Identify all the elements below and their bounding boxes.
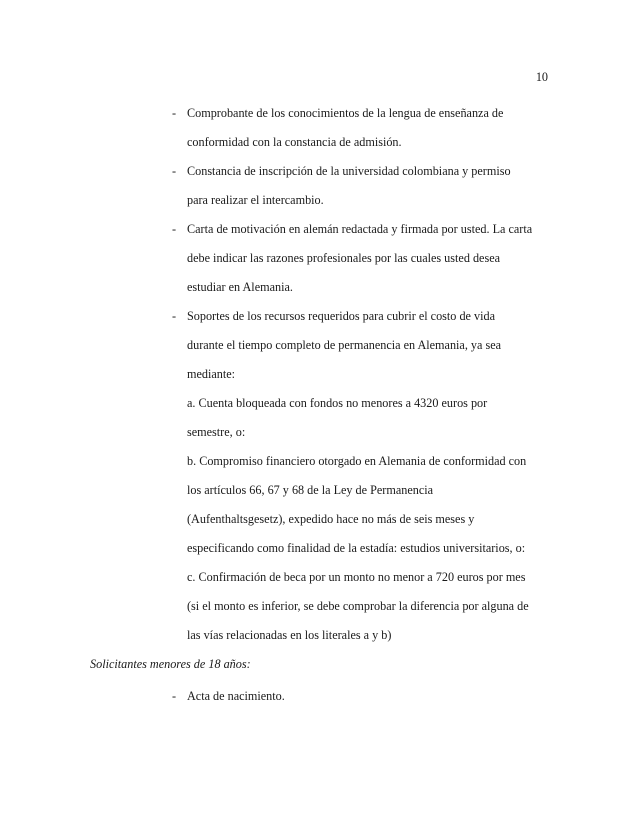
- requirement-line: semestre, o:: [187, 425, 246, 439]
- requirement-line: especificando como finalidad de la estadía: estudios universitarios, o:: [187, 541, 526, 555]
- requirement-line: (Aufenthaltsgesetz), expedido hace no más de seis meses y: [187, 512, 475, 526]
- bullet-dash: -: [172, 309, 177, 323]
- requirement-line: Carta de motivación en alemán redactada y firmada por usted. La carta: [187, 222, 533, 236]
- bullet-dash: -: [172, 689, 177, 703]
- requirement-line: durante el tiempo completo de permanencia en Alemania, ya sea: [187, 338, 502, 352]
- requirement-line: (si el monto es inferior, se debe comprobar la diferencia por alguna de: [187, 599, 529, 613]
- requirement-line: Constancia de inscripción de la universidad colombiana y permiso: [187, 164, 511, 178]
- requirement-line: Acta de nacimiento.: [187, 689, 285, 703]
- requirement-line: estudiar en Alemania.: [187, 280, 293, 294]
- requirement-line: Comprobante de los conocimientos de la lengua de enseñanza de: [187, 106, 504, 120]
- requirement-line: debe indicar las razones profesionales por las cuales usted desea: [187, 251, 501, 265]
- requirement-line: las vías relacionadas en los literales a y b): [187, 628, 392, 642]
- requirement-line: Soportes de los recursos requeridos para cubrir el costo de vida: [187, 309, 495, 323]
- bullet-dash: -: [172, 222, 177, 236]
- page-number: 10: [535, 70, 548, 84]
- bullet-dash: -: [172, 164, 177, 178]
- requirement-line: para realizar el intercambio.: [187, 193, 324, 207]
- requirement-line: mediante:: [187, 367, 236, 381]
- bullet-dash: -: [172, 106, 177, 120]
- requirement-line: c. Confirmación de beca por un monto no menor a 720 euros por mes: [187, 570, 526, 584]
- requirement-line: conformidad con la constancia de admisión.: [187, 135, 402, 149]
- requirement-line: b. Compromiso financiero otorgado en Alemania de conformidad con: [187, 454, 527, 468]
- minors-section-heading: Solicitantes menores de 18 años:: [90, 657, 251, 671]
- requirement-line: a. Cuenta bloqueada con fondos no menores a 4320 euros por: [187, 396, 488, 410]
- requirement-line: los artículos 66, 67 y 68 de la Ley de Permanencia: [187, 483, 434, 497]
